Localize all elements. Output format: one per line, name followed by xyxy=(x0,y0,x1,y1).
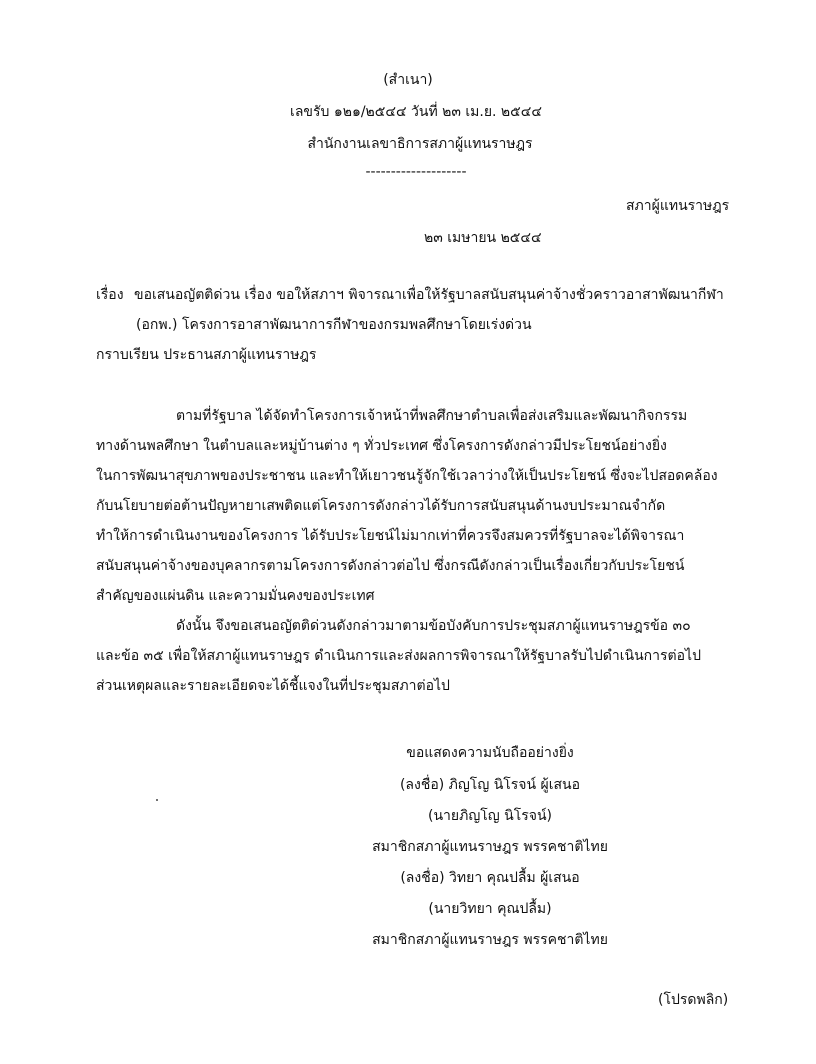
receipt-line: เลขรับ ๑๒๑/๒๕๔๔ วันที่ ๒๓ เม.ย. ๒๕๔๔ xyxy=(290,104,542,120)
signature-1-signed: (ลงชื่อ) ภิญโญ นิโรจน์ ผู้เสนอ xyxy=(399,777,581,793)
body-line: สนับสนุนค่าจ้างของบุคลากรตามโครงการดังกล่าวต่อไป ซึ่งกรณีดังกล่าวเป็นเรื่องเกี่ยวกับประโยชน์ xyxy=(96,558,685,574)
letter-date: ๒๓ เมษายน ๒๕๔๔ xyxy=(424,230,542,246)
body-line: ในการพัฒนาสุขภาพของประชาชน และทำให้เยาวชนรู้จักใช้เวลาว่างให้เป็นประโยชน์ ซึ่งจะไปสอดคล้อง xyxy=(96,468,718,484)
body-line: ตามที่รัฐบาล ได้จัดทำโครงการเจ้าหน้าที่พลศึกษาตำบลเพื่อส่งเสริมและพัฒนากิจกรรม xyxy=(176,408,688,424)
salutation: กราบเรียน ประธานสภาผู้แทนราษฎร xyxy=(96,347,317,363)
signature-2-position: สมาชิกสภาผู้แทนราษฎร พรรคชาติไทย xyxy=(372,932,608,948)
body-line: กับนโยบายต่อต้านปัญหายาเสพติดแต่โครงการดังกล่าวได้รับการสนับสนุนด้านงบประมาณจำกัด xyxy=(96,498,666,514)
copy-mark: (สำเนา) xyxy=(383,72,433,88)
body-line: ทางด้านพลศึกษา ในตำบลและหมู่บ้านต่าง ๆ ทั่วประเทศ ซึ่งโครงการดังกล่าวมีประโยชน์อย่างยิ่ง xyxy=(96,438,667,454)
body-line: และข้อ ๓๕ เพื่อให้สภาผู้แทนราษฎร ดำเนินการและส่งผลการพิจารณาให้รัฐบาลรับไปดำเนินการต่อไป xyxy=(96,648,701,664)
closing: ขอแสดงความนับถืออย่างยิ่ง xyxy=(406,745,574,761)
sender: สภาผู้แทนราษฎร xyxy=(626,198,730,214)
body-line: ดังนั้น จึงขอเสนอญัตติด่วนดังกล่าวมาตามข้อบังคับการประชุมสภาผู้แทนราษฎรข้อ ๓๐ xyxy=(176,618,691,634)
body-line: สำคัญของแผ่นดิน และความมั่นคงของประเทศ xyxy=(96,588,375,604)
signature-2-signed: (ลงชื่อ) วิทยา คุณปลื้ม ผู้เสนอ xyxy=(400,870,580,886)
subject-line-1: ขอเสนอญัตติด่วน เรื่อง ขอให้สภาฯ พิจารณาเพื่อให้รัฐบาลสนับสนุนค่าจ้างชั่วคราวอาสาพัฒนากีฬา xyxy=(134,287,724,303)
footer-note: (โปรดพลิก) xyxy=(658,992,729,1008)
signature-2-name: (นายวิทยา คุณปลื้ม) xyxy=(428,901,552,917)
header-separator: -------------------- xyxy=(365,164,467,180)
scan-speck xyxy=(156,799,158,801)
office-name: สำนักงานเลขาธิการสภาผู้แทนราษฎร xyxy=(307,136,533,152)
body-line: ส่วนเหตุผลและรายละเอียดจะได้ชี้แจงในที่ประชุมสภาต่อไป xyxy=(96,678,450,694)
signature-1-name: (นายภิญโญ นิโรจน์) xyxy=(428,808,552,824)
body-line: ทำให้การดำเนินงานของโครงการ ได้รับประโยชน์ไม่มากเท่าที่ควรจึงสมควรที่รัฐบาลจะได้พิจารณา xyxy=(96,528,685,544)
subject-label: เรื่อง xyxy=(96,287,124,303)
subject-line-2: (อกพ.) โครงการอาสาพัฒนาการกีฬาของกรมพลศึกษาโดยเร่งด่วน xyxy=(136,317,532,333)
signature-1-position: สมาชิกสภาผู้แทนราษฎร พรรคชาติไทย xyxy=(372,839,608,855)
